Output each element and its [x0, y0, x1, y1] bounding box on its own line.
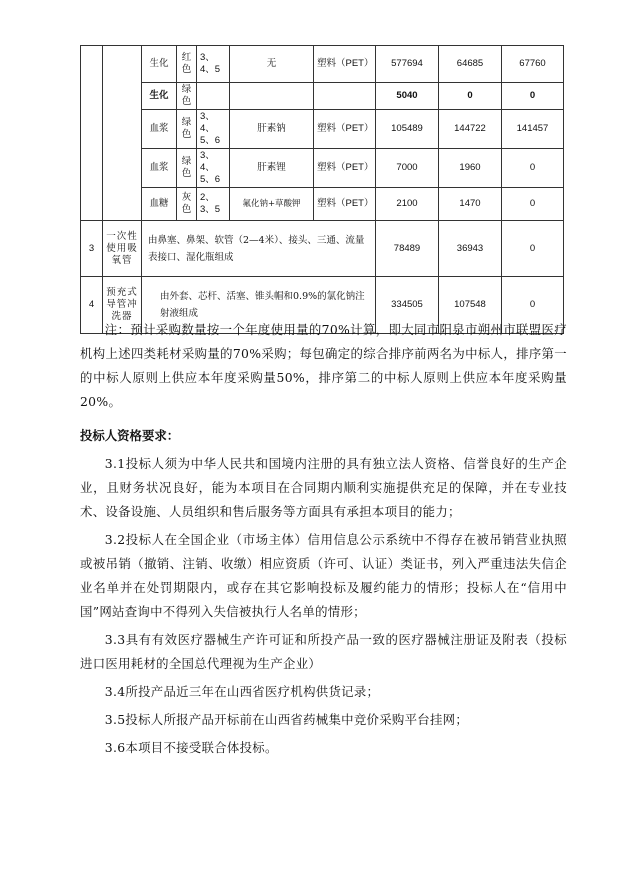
cell-qty-1: 577694	[376, 46, 439, 83]
cell-qty-2: 144722	[439, 110, 502, 149]
cell-spec: 3、4、5、6	[197, 110, 230, 149]
cell-item-description: 由外套、芯杆、活塞、锥头帽和0.9%的氯化钠注射液组成	[142, 277, 376, 334]
cell-qty-2: 36943	[439, 221, 502, 277]
table-row	[81, 46, 564, 83]
cell-additive: 肝素钠	[230, 110, 314, 149]
cell-tube-name: 血浆	[142, 149, 177, 188]
table-row	[81, 83, 564, 110]
clause-3-5: 3.5投标人所报产品开标前在山西省药械集中竞价采购平台挂网；	[104, 712, 469, 727]
cell-item-name: 一次性使用吸氧管	[103, 221, 142, 277]
cell-qty-3: 0	[502, 277, 564, 334]
cell-tube-name: 生化	[142, 83, 177, 110]
cell-qty-2: 0	[439, 83, 502, 110]
cell-qty-1: 2100	[376, 188, 439, 221]
cell-qty-1: 78489	[376, 221, 439, 277]
cell-qty-1: 7000	[376, 149, 439, 188]
cell-material: 塑料（PET）	[314, 46, 376, 83]
section-heading: 投标人资格要求：	[80, 428, 180, 443]
cell-item-name: 预充式导管冲洗器	[103, 277, 142, 334]
cell-material: 塑料（PET）	[314, 188, 376, 221]
cell-spec	[197, 83, 230, 110]
clause-3-4: 3.4所投产品近三年在山西省医疗机构供货记录；	[104, 684, 380, 699]
procurement-table	[80, 45, 564, 334]
cell-spec: 3、4、5	[197, 46, 230, 83]
note-paragraph: 注：预计采购数量按一个年度使用量的70%计算，即大同市阳泉市朔州市联盟医疗机构上述四类耗材采购量的70%采购；每包确定的综合排序前两名为中标人，排序第一的中标人原则上供应本年度采购量50%，排序第二的中标人原则上供应本年度采购量20%。	[80, 322, 567, 409]
cell-tube-name: 生化	[142, 46, 177, 83]
clause-3-6: 3.6本项目不接受联合体投标。	[104, 740, 278, 755]
cell-material	[314, 83, 376, 110]
cell-spec: 2、3、5	[197, 188, 230, 221]
cell-item-number: 4	[81, 277, 103, 334]
cell-cap-color: 灰色	[177, 188, 197, 221]
cell-qty-2: 1960	[439, 149, 502, 188]
cell-additive	[230, 83, 314, 110]
cell-qty-3: 0	[502, 188, 564, 221]
cell-additive: 氟化钠+草酸钾	[230, 188, 314, 221]
cell-qty-3: 0	[502, 83, 564, 110]
cell-item-description: 由鼻塞、鼻架、软管（2—4米）、接头、三通、流量表接口、湿化瓶组成	[142, 221, 376, 277]
cell-cap-color: 绿色	[177, 149, 197, 188]
cell-additive: 无	[230, 46, 314, 83]
cell-qty-2: 64685	[439, 46, 502, 83]
cell-qty-1: 105489	[376, 110, 439, 149]
cell-qty-3: 0	[502, 149, 564, 188]
cell-qty-3: 67760	[502, 46, 564, 83]
body-text	[80, 318, 567, 760]
cell-qty-2: 1470	[439, 188, 502, 221]
cell-cap-color: 绿色	[177, 110, 197, 149]
cell-qty-1: 334505	[376, 277, 439, 334]
cell-tube-name: 血糖	[142, 188, 177, 221]
clause-3-3: 3.3具有有效医疗器械生产许可证和所投产品一致的医疗器械注册证及附表（投标进口医用耗材的全国总代理视为生产企业）	[80, 632, 567, 671]
cell-material: 塑料（PET）	[314, 149, 376, 188]
cell-cap-color: 红色	[177, 46, 197, 83]
cell-cap-color: 绿色	[177, 83, 197, 110]
clause-3-2: 3.2投标人在全国企业（市场主体）信用信息公示系统中不得存在被吊销营业执照或被吊销（撤销、注销、收缴）相应资质（许可、认证）类证书，列入严重违法失信企业名单并在处罚期限内，或存在其它影响投标及履约能力的情形；投标人在“信用中国”网站查询中不得列入失信被执行人名单的情形；	[80, 532, 567, 619]
cell-spec: 3、4、5、6	[197, 149, 230, 188]
cell-qty-3: 0	[502, 221, 564, 277]
table-row	[81, 188, 564, 221]
cell-qty-3: 141457	[502, 110, 564, 149]
cell-name-blank	[103, 46, 142, 221]
cell-additive: 肝素锂	[230, 149, 314, 188]
table-row	[81, 110, 564, 149]
table-row	[81, 221, 564, 277]
clause-3-1: 3.1投标人须为中华人民共和国境内注册的具有独立法人资格、信誉良好的生产企业，且财务状况良好，能为本项目在合同期内顺利实施提供充足的保障，并在专业技术、设备设施、人员组织和售后服务等方面具有承担本项目的能力；	[80, 456, 567, 519]
cell-qty-2: 107548	[439, 277, 502, 334]
cell-qty-1: 5040	[376, 83, 439, 110]
cell-index-blank	[81, 46, 103, 221]
cell-item-number: 3	[81, 221, 103, 277]
cell-tube-name: 血浆	[142, 110, 177, 149]
cell-material: 塑料（PET）	[314, 110, 376, 149]
table-row	[81, 149, 564, 188]
